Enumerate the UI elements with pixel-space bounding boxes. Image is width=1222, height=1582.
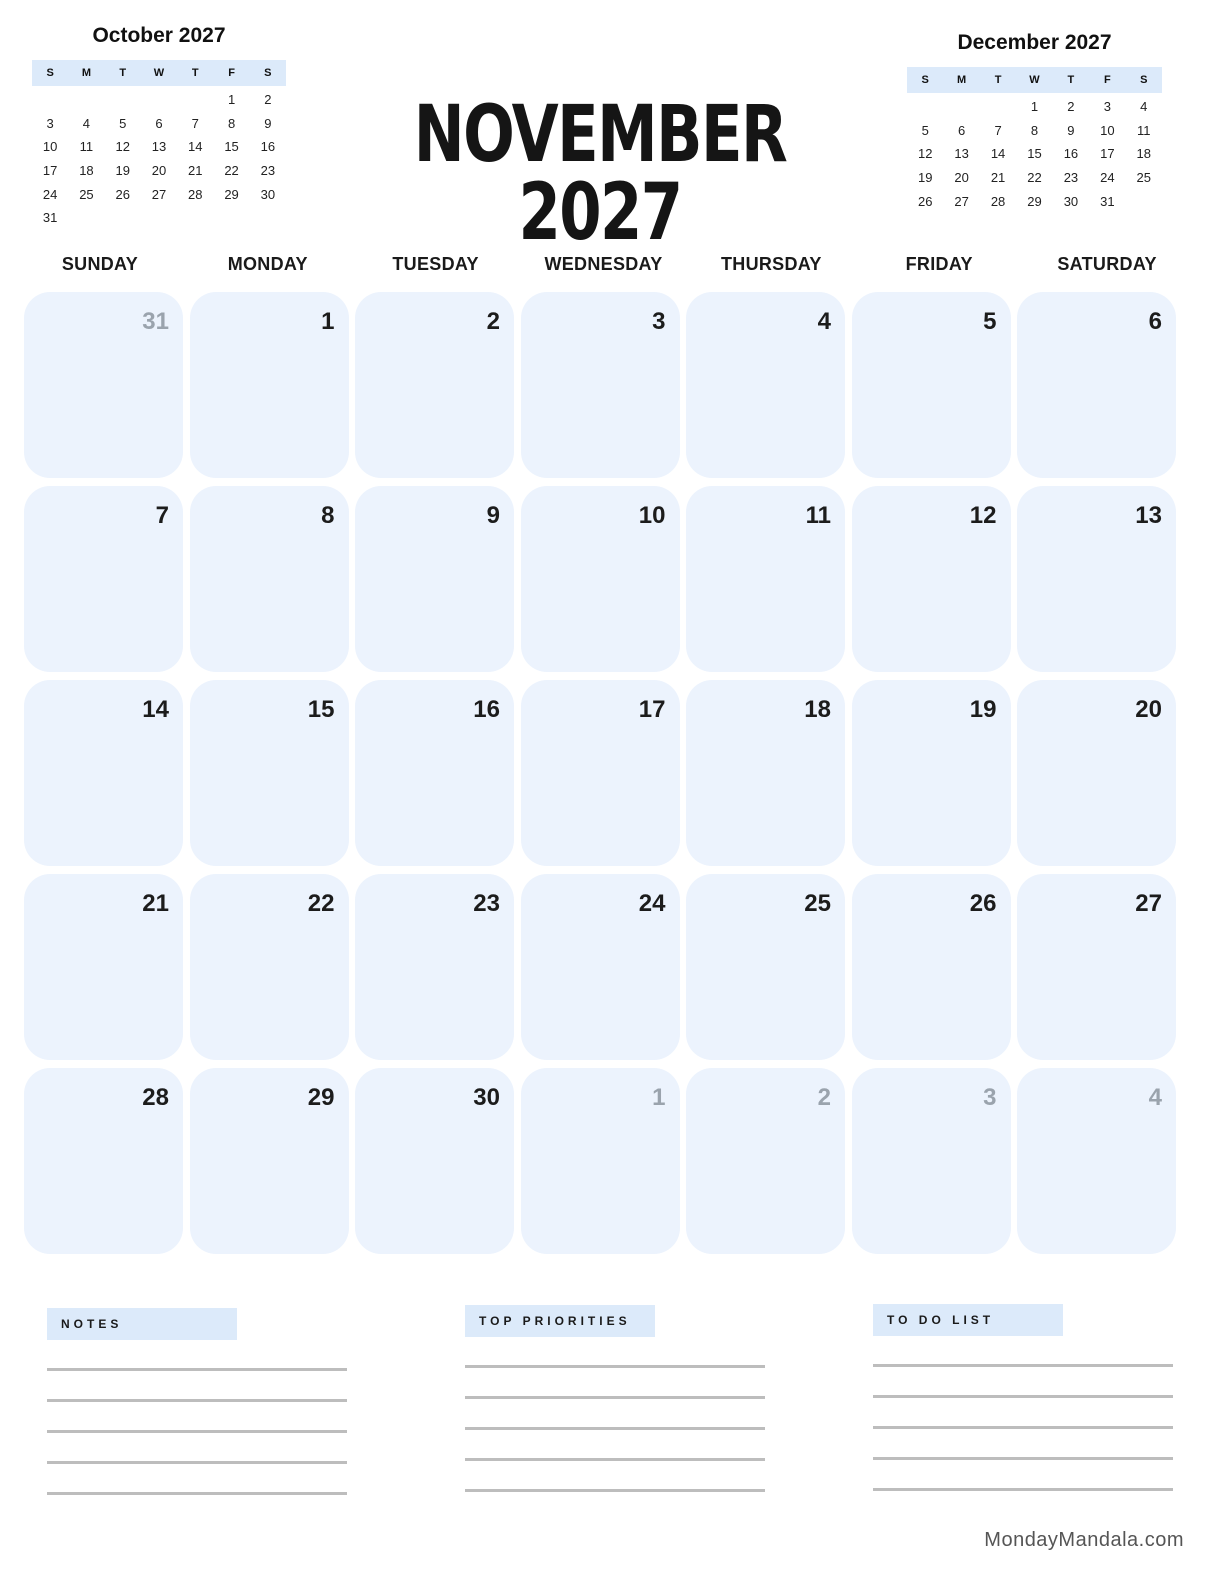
day-cell[interactable]: [686, 292, 845, 478]
day-cell[interactable]: [24, 486, 183, 672]
day-cell[interactable]: [521, 874, 680, 1060]
page-title: NOVEMBER 2027: [413, 90, 787, 258]
day-cell[interactable]: [190, 486, 349, 672]
writing-line[interactable]: [465, 1489, 765, 1492]
mini-day: 2: [1067, 99, 1075, 115]
mini-weekday-letter: T: [1067, 74, 1075, 86]
day-number: 29: [307, 1084, 335, 1111]
writing-line[interactable]: [873, 1488, 1173, 1491]
mini-day: 3: [1103, 99, 1111, 115]
mini-calendar-weekday-header: [32, 60, 286, 86]
mini-day: 20: [151, 163, 167, 179]
mini-calendar-days: [907, 95, 1162, 213]
mini-weekday-letter: W: [1029, 74, 1040, 86]
day-number: 2: [817, 1084, 831, 1111]
mini-day: 5: [119, 115, 127, 131]
day-number: 7: [155, 502, 169, 529]
mini-day: 12: [115, 139, 130, 155]
weekday-label: MONDAY: [227, 254, 308, 274]
mini-day: 8: [1030, 122, 1039, 138]
mini-day: 18: [79, 163, 94, 179]
day-number: 23: [473, 890, 500, 917]
day-number: 14: [142, 696, 169, 723]
mini-day: 30: [1063, 193, 1079, 209]
mini-day: 4: [1140, 99, 1148, 115]
mini-day: 3: [46, 115, 54, 131]
day-number: 21: [142, 890, 169, 917]
day-number: 4: [1148, 1084, 1162, 1111]
mini-calendar-october: [32, 24, 286, 230]
notes-label: NOTES: [47, 1308, 237, 1340]
day-number: 28: [142, 1084, 169, 1111]
day-cell[interactable]: [1017, 680, 1176, 866]
day-number: 17: [638, 696, 666, 723]
day-number: 24: [638, 890, 666, 917]
day-cell[interactable]: [1017, 874, 1176, 1060]
mini-day: 28: [188, 186, 203, 202]
day-number: 3: [983, 1084, 997, 1111]
mini-day: 21: [188, 163, 203, 179]
mini-day: 25: [1136, 170, 1151, 186]
mini-day: 13: [954, 146, 969, 162]
mini-day: 28: [990, 193, 1006, 209]
day-cell[interactable]: [686, 680, 845, 866]
mini-weekday-letter: S: [264, 67, 272, 79]
mini-day: 29: [1027, 193, 1042, 209]
day-number: 9: [486, 502, 500, 529]
mini-day: 16: [260, 139, 276, 155]
mini-day: 21: [990, 170, 1006, 186]
writing-line[interactable]: [47, 1368, 347, 1371]
day-number: 25: [804, 890, 831, 917]
day-number: 18: [804, 696, 831, 723]
day-cell[interactable]: [686, 874, 845, 1060]
mini-calendar-title: December 2027: [957, 31, 1112, 54]
weekday-header-row: [16, 254, 1191, 275]
top-priorities-section: [465, 1305, 765, 1492]
day-cell-other-month[interactable]: [24, 292, 183, 478]
weekday-label: WEDNESDAY: [544, 254, 663, 274]
mini-weekday-letter: M: [81, 67, 91, 79]
day-cell[interactable]: [852, 292, 1011, 478]
mini-day: 17: [42, 163, 58, 179]
day-cell[interactable]: [852, 486, 1011, 672]
day-number: 4: [817, 308, 831, 335]
day-number: 31: [142, 308, 169, 335]
mini-day: 13: [151, 139, 167, 155]
day-number: 1: [652, 1084, 666, 1111]
mini-day: 12: [917, 146, 933, 162]
writing-line[interactable]: [873, 1426, 1173, 1429]
mini-day: 27: [954, 193, 969, 209]
day-cell[interactable]: [852, 874, 1011, 1060]
day-number: 15: [307, 696, 335, 723]
mini-weekday-letter: S: [921, 74, 929, 86]
mini-day: 30: [260, 186, 276, 202]
writing-line[interactable]: [47, 1461, 347, 1464]
day-cell-other-month[interactable]: [686, 1068, 845, 1254]
mini-day: 8: [227, 115, 236, 131]
day-number: 11: [805, 502, 831, 529]
mini-day: 31: [42, 210, 58, 226]
mini-day: 25: [79, 186, 94, 202]
day-cell[interactable]: [355, 874, 514, 1060]
writing-line[interactable]: [873, 1364, 1173, 1367]
weekday-label: THURSDAY: [720, 254, 822, 274]
day-number: 22: [307, 890, 335, 917]
weekday-label: SATURDAY: [1057, 254, 1157, 274]
day-cell[interactable]: [24, 874, 183, 1060]
writing-line[interactable]: [873, 1457, 1173, 1460]
day-number: 5: [983, 308, 997, 335]
mini-day: 10: [1100, 122, 1115, 138]
mini-day: 14: [188, 139, 203, 155]
month-grid: [24, 292, 1184, 1254]
day-cell[interactable]: [1017, 292, 1176, 478]
day-cell-other-month[interactable]: [1017, 1068, 1176, 1254]
mini-day: 23: [260, 163, 276, 179]
notes-section: [47, 1308, 347, 1495]
mini-day: 24: [42, 186, 58, 202]
day-cell[interactable]: [355, 292, 514, 478]
mini-weekday-letter: T: [191, 67, 199, 79]
writing-line[interactable]: [465, 1396, 765, 1399]
mini-day: 20: [954, 170, 969, 186]
day-cell[interactable]: [686, 486, 845, 672]
mini-day: 5: [921, 122, 929, 138]
day-cell[interactable]: [521, 486, 680, 672]
day-number: 6: [1148, 308, 1162, 335]
day-cell[interactable]: [1017, 486, 1176, 672]
mini-weekday-letter: W: [153, 67, 165, 79]
writing-line[interactable]: [47, 1430, 347, 1433]
mini-weekday-letter: M: [957, 74, 967, 86]
day-number: 8: [321, 502, 335, 529]
mini-day: 27: [151, 186, 167, 202]
mini-day: 11: [79, 139, 94, 155]
mini-day: 26: [115, 186, 130, 202]
mini-calendar-days: [32, 88, 286, 230]
mini-calendar-title: October 2027: [92, 24, 226, 47]
writing-line[interactable]: [47, 1492, 347, 1495]
day-number: 30: [473, 1084, 500, 1111]
mini-calendar-weekday-header: [907, 67, 1162, 93]
day-number: 12: [969, 502, 997, 529]
writing-line[interactable]: [47, 1399, 347, 1402]
day-cell[interactable]: [190, 874, 349, 1060]
day-number: 16: [473, 696, 500, 723]
writing-line[interactable]: [465, 1458, 765, 1461]
day-number: 3: [652, 308, 666, 335]
mini-day: 19: [917, 170, 933, 186]
mini-day: 23: [1063, 170, 1079, 186]
mini-day: 29: [224, 186, 239, 202]
day-cell[interactable]: [521, 680, 680, 866]
mini-day: 18: [1136, 146, 1151, 162]
mini-day: 22: [224, 163, 239, 179]
day-number: 27: [1135, 890, 1162, 917]
day-cell[interactable]: [190, 680, 349, 866]
day-cell[interactable]: [355, 486, 514, 672]
to-do-list-section: [873, 1304, 1173, 1491]
day-cell-other-month[interactable]: [521, 1068, 680, 1254]
day-cell[interactable]: [24, 1068, 183, 1254]
mini-day: 19: [115, 163, 130, 179]
mini-day: 11: [1137, 122, 1151, 138]
writing-line[interactable]: [465, 1365, 765, 1368]
day-cell-other-month[interactable]: [852, 1068, 1011, 1254]
to-do-list-label: TO DO LIST: [873, 1304, 1063, 1336]
mini-day: 9: [264, 115, 272, 131]
mini-day: 7: [994, 122, 1002, 138]
writing-line[interactable]: [873, 1395, 1173, 1398]
mini-weekday-letter: T: [994, 74, 1002, 86]
day-number: 1: [321, 308, 335, 335]
weekday-label: SUNDAY: [61, 254, 138, 274]
weekday-label: FRIDAY: [905, 254, 973, 274]
mini-day: 26: [917, 193, 933, 209]
day-cell[interactable]: [521, 292, 680, 478]
day-cell[interactable]: [355, 680, 514, 866]
day-number: 20: [1135, 696, 1162, 723]
mini-weekday-letter: T: [119, 67, 127, 79]
mini-day: 16: [1063, 146, 1079, 162]
mini-day: 15: [224, 139, 239, 155]
day-number: 2: [486, 308, 500, 335]
mini-day: 10: [42, 139, 58, 155]
mini-day: 2: [264, 92, 272, 108]
day-number: 13: [1135, 502, 1162, 529]
day-number: 26: [969, 890, 997, 917]
day-cell[interactable]: [852, 680, 1011, 866]
mini-day: 1: [227, 92, 236, 108]
day-number: 19: [969, 696, 997, 723]
mini-day: 4: [82, 115, 91, 131]
mini-weekday-letter: F: [228, 67, 235, 79]
writing-line[interactable]: [465, 1427, 765, 1430]
mini-weekday-letter: S: [1140, 74, 1148, 86]
day-cell[interactable]: [24, 680, 183, 866]
day-number: 10: [638, 502, 666, 529]
day-cell[interactable]: [190, 292, 349, 478]
mini-day: 22: [1027, 170, 1042, 186]
mini-day: 9: [1067, 122, 1075, 138]
mini-calendar-december: [907, 31, 1162, 213]
mini-day: 17: [1100, 146, 1115, 162]
top-priorities-label: TOP PRIORITIES: [465, 1305, 655, 1337]
mini-day: 24: [1100, 170, 1115, 186]
mini-day: 31: [1100, 193, 1115, 209]
mini-day: 1: [1030, 99, 1039, 115]
mini-day: 7: [191, 115, 199, 131]
day-cell[interactable]: [355, 1068, 514, 1254]
mini-day: 14: [990, 146, 1006, 162]
mini-day: 6: [958, 122, 966, 138]
mini-weekday-letter: S: [46, 67, 54, 79]
mini-day: 6: [155, 115, 163, 131]
brand-watermark: MondayMandala.com: [984, 1529, 1184, 1551]
day-cell[interactable]: [190, 1068, 349, 1254]
mini-weekday-letter: F: [1103, 74, 1111, 86]
weekday-label: TUESDAY: [392, 254, 479, 274]
mini-day: 15: [1027, 146, 1042, 162]
